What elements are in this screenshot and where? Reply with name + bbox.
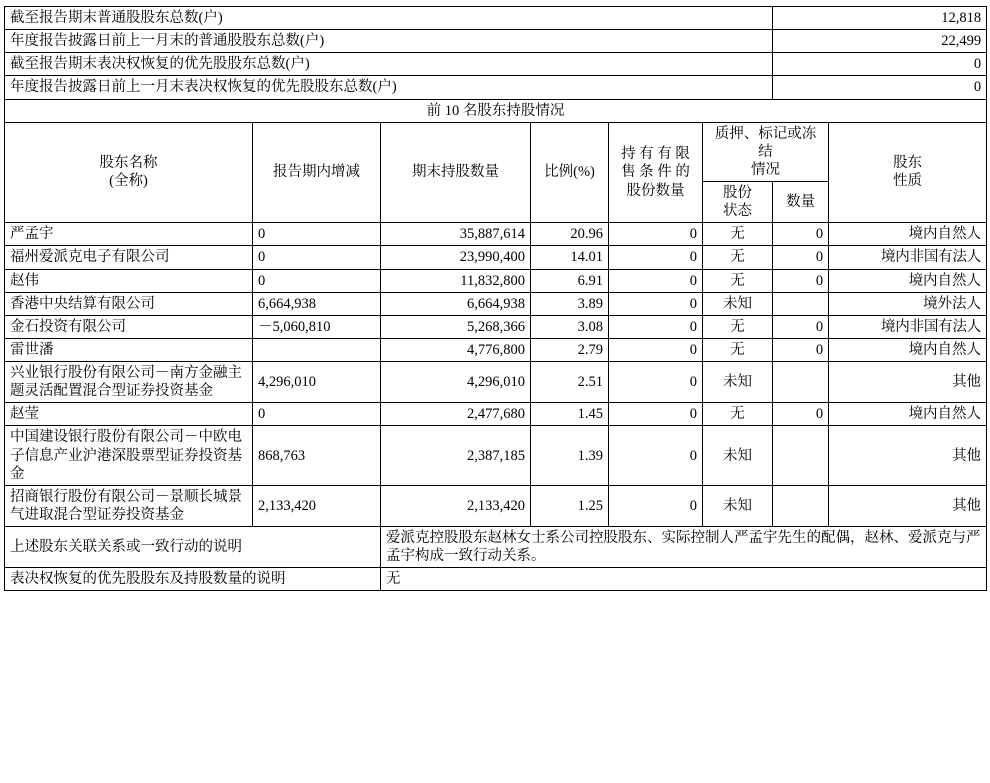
shareholder-table [4, 6, 987, 591]
shareholder-change: 2,133,420 [253, 485, 381, 526]
shareholder-end-shares: 23,990,400 [381, 246, 531, 269]
table-row [5, 223, 987, 246]
shareholder-pledge-status: 无 [703, 269, 773, 292]
header-nature-line2: 性质 [893, 173, 923, 190]
shareholder-change: 0 [253, 223, 381, 246]
shareholder-change: 6,664,938 [253, 292, 381, 315]
shareholder-pledge-amount: 0 [773, 246, 829, 269]
shareholder-name: 香港中央结算有限公司 [5, 292, 253, 315]
table-row [5, 269, 987, 292]
shareholder-end-shares: 11,832,800 [381, 269, 531, 292]
shareholder-nature: 境内自然人 [829, 403, 987, 426]
summary-label: 截至报告期末普通股股东总数(户) [5, 7, 773, 30]
shareholder-restricted: 0 [609, 269, 703, 292]
shareholder-nature: 境外法人 [829, 292, 987, 315]
shareholder-end-shares: 35,887,614 [381, 223, 531, 246]
shareholder-change: 0 [253, 403, 381, 426]
shareholder-name: 金石投资有限公司 [5, 315, 253, 338]
header-pledge-status-line1: 股份 [723, 185, 753, 201]
table-row [5, 568, 987, 591]
shareholder-pledge-status: 未知 [703, 485, 773, 526]
table-row [5, 362, 987, 403]
shareholder-pledge-status: 无 [703, 223, 773, 246]
header-change: 报告期内增减 [253, 122, 381, 223]
shareholder-name: 严孟宇 [5, 223, 253, 246]
table-row [5, 99, 987, 122]
header-pledge-group [703, 122, 829, 181]
shareholder-change: 868,763 [253, 426, 381, 485]
shareholder-change: 0 [253, 269, 381, 292]
shareholder-restricted: 0 [609, 362, 703, 403]
note-value: 爱派克控股股东赵林女士系公司控股股东、实际控制人严孟宇先生的配偶，赵林、爱派克与严孟宇构成一致行动关系。 [381, 527, 987, 568]
shareholder-pledge-amount: 0 [773, 403, 829, 426]
shareholder-end-shares: 4,296,010 [381, 362, 531, 403]
shareholder-restricted: 0 [609, 223, 703, 246]
header-pledge-status [703, 182, 773, 223]
shareholder-pledge-amount [773, 362, 829, 403]
shareholder-name: 中国建设银行股份有限公司－中欧电子信息产业沪港深股票型证券投资基金 [5, 426, 253, 485]
shareholder-ratio: 2.51 [531, 362, 609, 403]
shareholder-name: 雷世潘 [5, 338, 253, 361]
shareholder-pledge-amount: 0 [773, 338, 829, 361]
shareholder-restricted: 0 [609, 485, 703, 526]
shareholder-nature: 其他 [829, 362, 987, 403]
shareholder-ratio: 3.89 [531, 292, 609, 315]
shareholder-restricted: 0 [609, 315, 703, 338]
header-pledge-line1: 质押、标记或冻结 [714, 125, 817, 160]
header-name-line1: 股东名称 [99, 155, 158, 172]
header-pledge-line2: 情况 [751, 161, 781, 178]
shareholder-ratio: 2.79 [531, 338, 609, 361]
header-nature-line1: 股东 [893, 155, 923, 172]
header-end-shares: 期末持股数量 [381, 122, 531, 223]
table-row [5, 315, 987, 338]
shareholder-ratio: 1.25 [531, 485, 609, 526]
shareholder-change: 0 [253, 246, 381, 269]
shareholder-end-shares: 2,477,680 [381, 403, 531, 426]
shareholder-pledge-status: 无 [703, 338, 773, 361]
shareholder-change: －5,060,810 [253, 315, 381, 338]
table-row [5, 426, 987, 485]
shareholder-end-shares: 2,387,185 [381, 426, 531, 485]
summary-value: 0 [773, 53, 987, 76]
shareholder-pledge-status: 无 [703, 403, 773, 426]
summary-label: 截至报告期末表决权恢复的优先股股东总数(户) [5, 53, 773, 76]
shareholder-pledge-status: 未知 [703, 362, 773, 403]
header-name-line2: (全称) [109, 173, 148, 190]
shareholder-end-shares: 4,776,800 [381, 338, 531, 361]
shareholder-change [253, 338, 381, 361]
shareholder-end-shares: 6,664,938 [381, 292, 531, 315]
header-shareholder-name [5, 122, 253, 223]
shareholder-name: 赵莹 [5, 403, 253, 426]
table-header-row [5, 122, 987, 181]
shareholder-restricted: 0 [609, 403, 703, 426]
table-row [5, 338, 987, 361]
summary-value: 12,818 [773, 7, 987, 30]
shareholder-restricted: 0 [609, 292, 703, 315]
table-row [5, 485, 987, 526]
header-nature [829, 122, 987, 223]
table-row [5, 7, 987, 30]
shareholder-ratio: 3.08 [531, 315, 609, 338]
shareholder-pledge-status: 无 [703, 246, 773, 269]
header-pledge-status-line2: 状态 [723, 203, 753, 220]
note-label: 表决权恢复的优先股股东及持股数量的说明 [5, 568, 381, 591]
header-pledge-amount: 数量 [773, 182, 829, 223]
shareholder-pledge-status: 未知 [703, 426, 773, 485]
shareholder-pledge-amount: 0 [773, 315, 829, 338]
shareholder-ratio: 20.96 [531, 223, 609, 246]
shareholder-nature: 其他 [829, 426, 987, 485]
shareholder-name: 福州爱派克电子有限公司 [5, 246, 253, 269]
table-row [5, 527, 987, 568]
shareholder-restricted: 0 [609, 338, 703, 361]
shareholder-nature: 境内自然人 [829, 269, 987, 292]
shareholder-ratio: 1.45 [531, 403, 609, 426]
shareholder-pledge-amount: 0 [773, 269, 829, 292]
shareholder-nature: 境内非国有法人 [829, 246, 987, 269]
shareholder-name: 兴业银行股份有限公司－南方金融主题灵活配置混合型证券投资基金 [5, 362, 253, 403]
shareholder-end-shares: 2,133,420 [381, 485, 531, 526]
shareholder-nature: 境内自然人 [829, 338, 987, 361]
header-restricted-line1: 持 有 有 限 [621, 146, 690, 163]
shareholder-pledge-amount: 0 [773, 223, 829, 246]
shareholder-pledge-amount [773, 426, 829, 485]
header-restricted-shares [609, 122, 703, 223]
table-row [5, 76, 987, 99]
summary-value: 22,499 [773, 30, 987, 53]
summary-label: 年度报告披露日前上一月末表决权恢复的优先股股东总数(户) [5, 76, 773, 99]
shareholder-name: 赵伟 [5, 269, 253, 292]
shareholder-name: 招商银行股份有限公司－景顺长城景气进取混合型证券投资基金 [5, 485, 253, 526]
shareholder-ratio: 14.01 [531, 246, 609, 269]
table-row [5, 403, 987, 426]
shareholder-nature: 其他 [829, 485, 987, 526]
table-row [5, 30, 987, 53]
header-restricted-line3: 股份数量 [626, 182, 685, 199]
shareholder-change: 4,296,010 [253, 362, 381, 403]
note-label: 上述股东关联关系或一致行动的说明 [5, 527, 381, 568]
shareholder-ratio: 1.39 [531, 426, 609, 485]
summary-label: 年度报告披露日前上一月末的普通股股东总数(户) [5, 30, 773, 53]
shareholder-nature: 境内非国有法人 [829, 315, 987, 338]
summary-value: 0 [773, 76, 987, 99]
note-value: 无 [381, 568, 987, 591]
shareholder-ratio: 6.91 [531, 269, 609, 292]
table-row [5, 53, 987, 76]
shareholder-pledge-amount [773, 485, 829, 526]
shareholder-restricted: 0 [609, 246, 703, 269]
table-row [5, 246, 987, 269]
shareholder-pledge-status: 未知 [703, 292, 773, 315]
shareholder-end-shares: 5,268,366 [381, 315, 531, 338]
header-ratio: 比例(%) [531, 122, 609, 223]
shareholder-restricted: 0 [609, 426, 703, 485]
section-title: 前 10 名股东持股情况 [5, 99, 987, 122]
table-row [5, 292, 987, 315]
shareholder-pledge-status: 无 [703, 315, 773, 338]
shareholder-pledge-amount [773, 292, 829, 315]
header-restricted-line2: 售 条 件 的 [621, 164, 690, 181]
shareholder-nature: 境内自然人 [829, 223, 987, 246]
